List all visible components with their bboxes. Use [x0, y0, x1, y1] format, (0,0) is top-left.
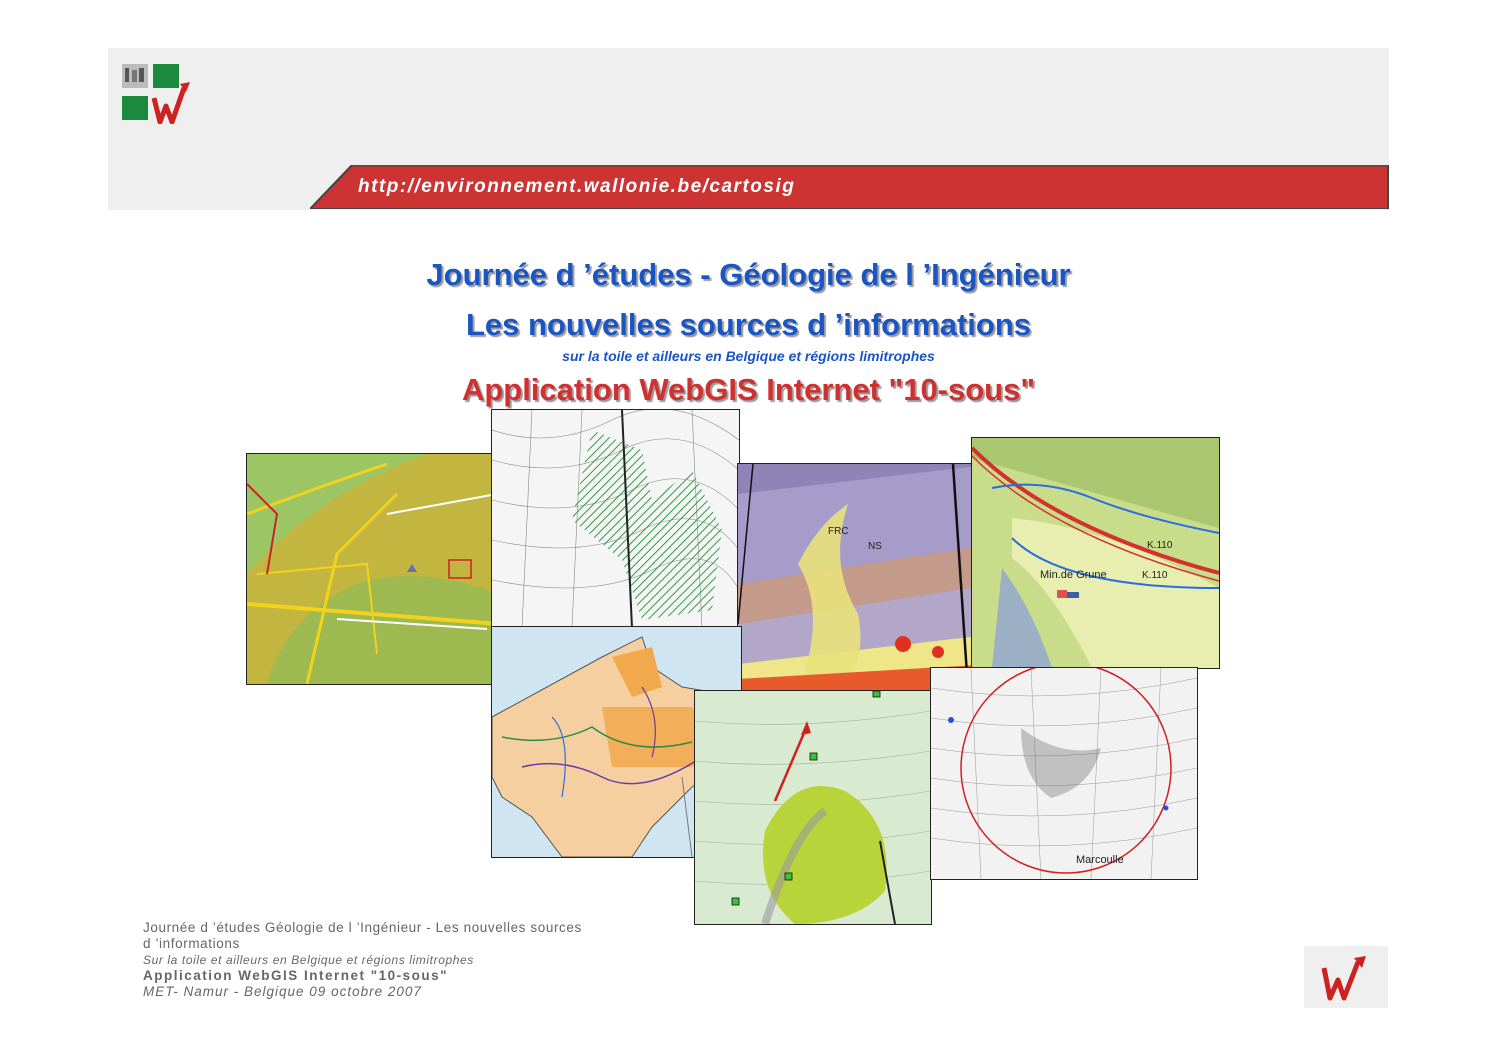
footer-line-2: d ’informations	[143, 936, 240, 951]
title-subtitle: sur la toile et ailleurs en Belgique et régions limitrophes	[562, 348, 935, 364]
footer-subtitle: Sur la toile et ailleurs en Belgique et régions limitrophes	[143, 953, 474, 967]
title-line-2: Les nouvelles sources d ’informations	[465, 307, 1032, 342]
map-label-frc: FRC	[828, 526, 849, 537]
map-thumbnail-topo-hatched	[491, 409, 740, 629]
map-label-marcoulle: Marcoulle	[1076, 854, 1124, 866]
footer-application: Application WebGIS Internet "10-sous"	[143, 968, 449, 983]
title-line-3: Application WebGIS Internet "10-sous"	[461, 372, 1036, 407]
map-thumbnail-green-area	[246, 453, 500, 685]
wallonie-logo-icon	[122, 64, 194, 124]
portal-url-link[interactable]: http://environnement.wallonie.be/cartosig	[358, 176, 796, 197]
footer-line-1: Journée d ’études Géologie de l ’Ingénieur - Les nouvelles sources	[143, 920, 582, 935]
footer-place-date: MET- Namur - Belgique 09 octobre 2007	[143, 984, 422, 999]
map-label-k110-b: K.110	[1142, 570, 1168, 581]
map-label-k110-a: K.110	[1147, 540, 1173, 551]
map-thumbnail-geology	[737, 463, 996, 691]
wallonie-w-logo-icon	[1304, 946, 1388, 1008]
title-line-1: Journée d ’études - Géologie de l ’Ingénieur	[426, 257, 1071, 292]
footer-text	[143, 920, 582, 1000]
map-thumbnail-zones	[694, 690, 932, 925]
map-thumbnail-topo-circle	[930, 667, 1198, 880]
map-thumbnail-river-route	[971, 437, 1220, 669]
map-label-ns: NS	[868, 541, 882, 552]
map-label-min-de-grune: Min.de Grune	[1040, 569, 1107, 581]
